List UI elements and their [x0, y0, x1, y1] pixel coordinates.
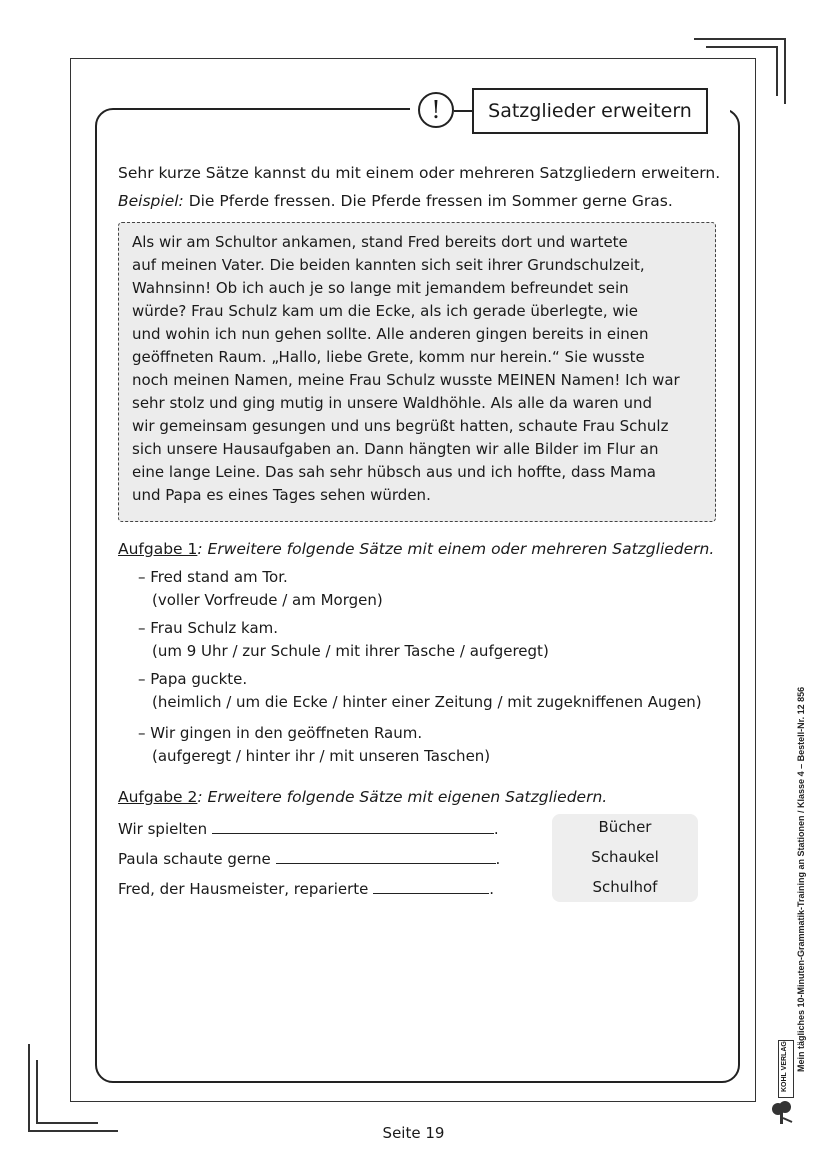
task1-hint: (heimlich / um die Ecke / hinter einer Zeitung / mit zugekniffenen Augen)	[152, 693, 702, 711]
word-bank-item: Schaukel	[591, 848, 659, 866]
answer-blank[interactable]	[373, 879, 489, 894]
story-line: Wahnsinn! Ob ich auch je so lange mit jemandem befreundet sein	[132, 279, 629, 297]
page-title: Satzglieder erweitern	[472, 88, 708, 134]
task1-sentence: – Papa guckte.	[138, 670, 248, 688]
task2-sentence-text: Paula schaute gerne	[118, 850, 271, 868]
task2-sentence	[118, 818, 499, 841]
story-line: sich unsere Hausaufgaben an. Dann hängten wir alle Bilder im Flur an	[132, 440, 659, 458]
corner-line	[706, 46, 778, 48]
task1-heading	[118, 540, 714, 558]
task1-instruction: : Erweitere folgende Sätze mit einem oder mehreren Satzgliedern.	[197, 540, 715, 558]
answer-blank[interactable]	[276, 849, 496, 864]
story-line: sehr stolz und ging mutig in unsere Waldhöhle. Als alle da waren und	[132, 394, 652, 412]
sentence-period: .	[493, 820, 499, 838]
story-line: und Papa es eines Tages sehen würden.	[132, 486, 431, 504]
story-line: eine lange Leine. Das sah sehr hübsch aus und ich hoffte, dass Mama	[132, 463, 656, 481]
publisher-name: KOHL VERLAG	[781, 1041, 788, 1092]
corner-line	[36, 1060, 38, 1122]
side-text: Mein tägliches 10-Minuten-Grammatik-Training an Stationen / Klasse 4 – Bestell-Nr. 12 856	[796, 686, 806, 1072]
page-number: Seite 19	[382, 1124, 445, 1142]
task1-sentence: – Frau Schulz kam.	[138, 619, 279, 637]
task2-sentence-text: Wir spielten	[118, 820, 208, 838]
example-text: Die Pferde fressen. Die Pferde fressen im Sommer gerne Gras.	[183, 192, 673, 210]
task2-sentence	[118, 848, 500, 871]
intro-text: Sehr kurze Sätze kannst du mit einem oder mehreren Satzgliedern erweitern.	[118, 164, 721, 182]
corner-line	[28, 1044, 30, 1132]
task1-label: Aufgabe 1	[118, 540, 198, 558]
example-line	[118, 188, 673, 214]
word-bank-item: Schulhof	[592, 878, 658, 896]
title-connector	[454, 110, 472, 112]
story-line: und wohin ich nun gehen sollte. Alle anderen gingen bereits in einen	[132, 325, 649, 343]
tree-icon	[770, 1100, 794, 1126]
sentence-period: .	[495, 850, 501, 868]
story-line: würde? Frau Schulz kam um die Ecke, als ich gerade überlegte, wie	[132, 302, 639, 320]
task1-hint: (voller Vorfreude / am Morgen)	[152, 591, 383, 609]
word-bank-item: Bücher	[598, 818, 652, 836]
story-line: Als wir am Schultor ankamen, stand Fred bereits dort und wartete	[132, 233, 628, 251]
task1-sentence: – Fred stand am Tor.	[138, 568, 288, 586]
story-line: geöffneten Raum. „Hallo, liebe Grete, komm nur herein.“ Sie wusste	[132, 348, 645, 366]
task1-sentence: – Wir gingen in den geöffneten Raum.	[138, 724, 423, 742]
task2-sentence	[118, 878, 494, 901]
corner-line	[694, 38, 786, 40]
task2-heading	[118, 788, 607, 806]
answer-blank[interactable]	[212, 819, 494, 834]
corner-line	[776, 46, 778, 96]
task2-sentence-text: Fred, der Hausmeister, reparierte	[118, 880, 369, 898]
exclamation-icon: !	[418, 92, 454, 128]
story-line: wir gemeinsam gesungen und uns begrüßt hatten, schaute Frau Schulz	[132, 417, 669, 435]
corner-line	[784, 38, 786, 104]
task1-hint: (um 9 Uhr / zur Schule / mit ihrer Tasche / aufgeregt)	[152, 642, 549, 660]
task2-instruction: : Erweitere folgende Sätze mit eigenen Satzgliedern.	[197, 788, 608, 806]
task2-label: Aufgabe 2	[118, 788, 198, 806]
example-label: Beispiel:	[118, 192, 184, 210]
sentence-period: .	[489, 880, 494, 898]
story-line: auf meinen Vater. Die beiden kannten sich seit ihrer Grundschulzeit,	[132, 256, 645, 274]
story-line: noch meinen Namen, meine Frau Schulz wusste MEINEN Namen! Ich war	[132, 371, 680, 389]
task1-hint: (aufgeregt / hinter ihr / mit unseren Taschen)	[152, 747, 491, 765]
